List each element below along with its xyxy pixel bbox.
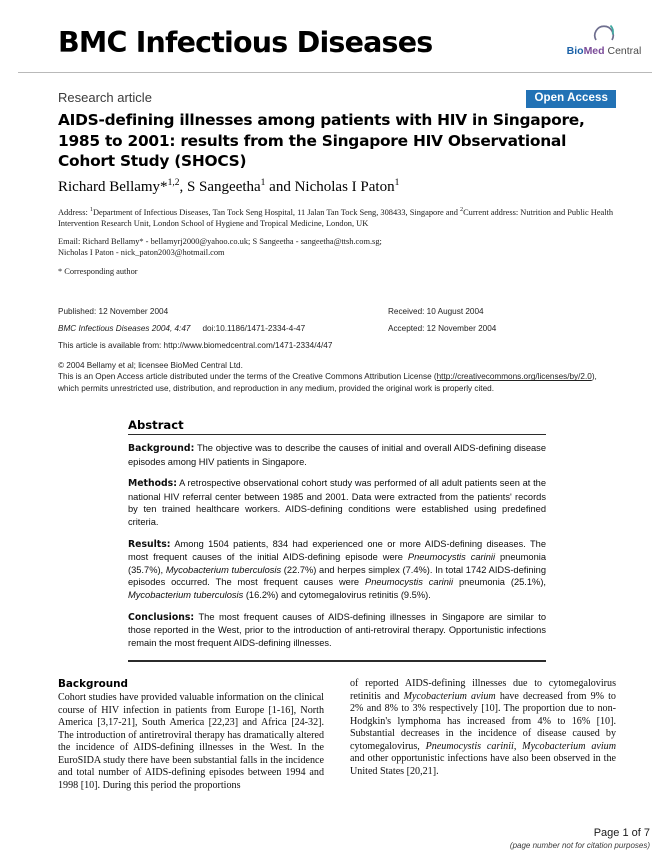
received-date: Received: 10 August 2004 <box>388 307 484 316</box>
biomed-central-wordmark <box>556 45 652 57</box>
publication-info <box>58 306 618 394</box>
journal-citation-line <box>58 323 388 334</box>
abstract-conclusions <box>128 611 546 650</box>
citation-note: (page number not for citation purposes) <box>509 841 650 850</box>
email-line-2: Nicholas I Paton - nick_paton2003@hotmail.com <box>58 248 225 258</box>
page-footer <box>510 826 650 851</box>
background-heading: Background <box>58 678 128 690</box>
abstract-results-text-2: pneumonia (35.7%), <box>128 552 546 575</box>
license-line-1 <box>58 371 618 382</box>
open-access-badge: Open Access <box>526 90 616 108</box>
article-url-line: This article is available from: http://www.biomedcentral.com/1471-2334/4/47 <box>58 341 333 350</box>
license-text-pre: This is an Open Access article distributed under the terms of the Creative Commons Attribution License ( <box>58 372 437 382</box>
right-text-4: and other opportunistic infections have also been observed in the United States [20,21]. <box>350 753 616 777</box>
license-text-post: ), <box>591 372 597 382</box>
email-lines <box>58 236 618 258</box>
abstract-results <box>128 538 546 602</box>
right-text-1: of reported AIDS-defining illnesses due to cytomegalovirus retinitis and <box>350 678 616 702</box>
license-block <box>58 360 618 394</box>
logo-bio-text: Bio <box>566 45 584 57</box>
right-italic-1: Mycobacterium avium <box>403 690 496 702</box>
license-line-2: which permits unrestricted use, distribution, and reproduction in any medium, provided the original work is properly cited. <box>58 383 494 393</box>
license-url-link[interactable]: http://creativecommons.org/licenses/by/2.0 <box>436 372 592 382</box>
abstract-results-text-1: Among 1504 patients, 834 had experienced one or more AIDS-defining diseases. The most frequent causes of the initial AIDS-defining episode were <box>128 538 546 563</box>
biomed-arc-icon <box>556 22 652 44</box>
abstract-results-italic-1: Pneumocystis carinii <box>407 552 496 563</box>
abstract-results-italic-4: Mycobacterium tuberculosis <box>128 589 244 600</box>
abstract-results-italic-3: Pneumocystis carinii <box>365 577 454 588</box>
title-block <box>58 90 616 197</box>
doi-value: doi:10.1186/1471-2334-4-47 <box>202 324 306 333</box>
copyright-line: © 2004 Bellamy et al; licensee BioMed Central Ltd. <box>58 361 243 370</box>
journal-title: BMC Infectious Diseases <box>58 26 433 59</box>
abstract-conclusions-text: The most frequent causes of AIDS-defining illnesses in Singapore are similar to those reported in the West, prior to the introduction of anti-retroviral therapy. Opportunistic infections remain the most frequent AIDS-defining illnesses. <box>128 611 546 648</box>
logo-med-text: Med <box>583 45 605 57</box>
author-affiliation-marker: 1 <box>394 177 400 188</box>
body-columns <box>58 678 616 818</box>
abstract-methods <box>128 477 546 528</box>
body-column-left <box>58 678 324 792</box>
right-italic-2: Pneumocystis carinii <box>425 740 514 752</box>
publication-left <box>58 306 388 334</box>
masthead <box>0 0 670 78</box>
abstract-bottom-rule <box>128 660 546 662</box>
publication-dates-grid <box>58 306 618 340</box>
accepted-date: Accepted: 12 November 2004 <box>388 324 497 333</box>
author-affiliation-marker: 1,2 <box>167 177 180 188</box>
journal-citation: BMC Infectious Diseases 2004, 4:47 <box>58 324 191 333</box>
right-text-2: have decreased from 9% to 2% and 8% to 3% respectively [10]. The proportion due to non-Hodgkin's lymphoma has increased from 4% to 16% [10]. Substantial decreases in the incidence of disease caused by cytomegalovirus, <box>350 690 616 752</box>
background-paragraph-continued <box>350 678 616 778</box>
abstract-background-text: The objective was to describe the causes of initial and overall AIDS-defining disease episodes among HIV patients in Singapore. <box>128 443 546 467</box>
abstract-background-label: Background: <box>128 443 195 454</box>
abstract-results-italic-2: Mycobacterium tuberculosis <box>165 564 282 575</box>
abstract-background <box>128 442 546 468</box>
masthead-divider <box>18 72 652 73</box>
logo-central-text: Central <box>607 45 642 57</box>
right-text-3: , <box>513 740 523 752</box>
affiliation-superscript-2: 2 <box>459 206 464 213</box>
body-column-right <box>350 678 616 778</box>
page-title: AIDS-defining illnesses among patients with HIV in Singapore, 1985 to 2001: results from the Singapore HIV Observational Cohort Study (SHOCS) <box>58 111 585 170</box>
abstract-section <box>128 418 546 662</box>
published-date: Published: 12 November 2004 <box>58 307 169 316</box>
background-paragraph: Cohort studies have provided valuable information on the clinical course of HIV infection in patients from Europe [1-16], North America [3,17-21], South America [22,23] and Africa [24-32]. The introduction of antiretroviral therapy has dramatically altered the incidence of AIDS-defining illnesses in the West. In the EuroSIDA study there have been substantial falls in the incidence and total number of AIDS-defining episodes between 1994 and 1998 [10]. During this period the proportions <box>58 692 324 791</box>
abstract-results-text-4: pneumonia (25.1%), <box>453 577 547 588</box>
corresponding-author-note: * Corresponding author <box>58 266 138 276</box>
abstract-methods-text: A retrospective observational cohort study was performed of all adult patients seen at the national HIV referral center between 1985 and 2001. Data were extracted from the patients' records by ten trained healthcare workers. AIDS-defining conditions were established using predefined criteria. <box>128 478 546 527</box>
author-metadata <box>58 204 618 277</box>
biomed-central-logo <box>556 22 652 57</box>
abstract-conclusions-label: Conclusions: <box>128 611 195 623</box>
author-list: Richard Bellamy*$^{1,2}$, S Sangeetha$^1$ and Nicholas I Paton$^1$ <box>58 177 400 195</box>
affiliation-superscript-1: 1 <box>89 206 93 213</box>
email-line-1: Email: Richard Bellamy* - bellamyrj2000@yahoo.co.uk; S Sangeetha - sangeetha@ttsh.com.sg; <box>58 237 382 247</box>
page-number: Page 1 of 7 <box>593 827 650 839</box>
abstract-results-label: Results: <box>128 538 171 550</box>
article-type-label: Research article <box>58 90 152 105</box>
publication-right <box>388 306 618 340</box>
author-affiliation-marker: 1 <box>260 177 266 188</box>
abstract-methods-label: Methods: <box>128 478 177 490</box>
abstract-results-text-3: (22.7%) and herpes simplex (7.4%). In total 1742 AIDS-defining episodes occurred. The most frequent causes were <box>128 564 546 588</box>
abstract-heading: Abstract <box>128 418 184 432</box>
abstract-results-text-5: (16.2%) and cytomegalovirus retinitis (9.5%). <box>243 589 431 600</box>
right-italic-3: Mycobacterium avium <box>522 740 616 752</box>
abstract-top-rule <box>128 434 546 435</box>
address-line: Address: $^1$Department of Infectious Diseases, Tan Tock Seng Hospital, 11 Jalan Tan Tock Seng, 308433, Singapore and $^2$Current address: Nutrition and Public Health Intervention Research Unit, London School of Hygiene and Tropical Medicine, London, UK <box>58 206 614 228</box>
